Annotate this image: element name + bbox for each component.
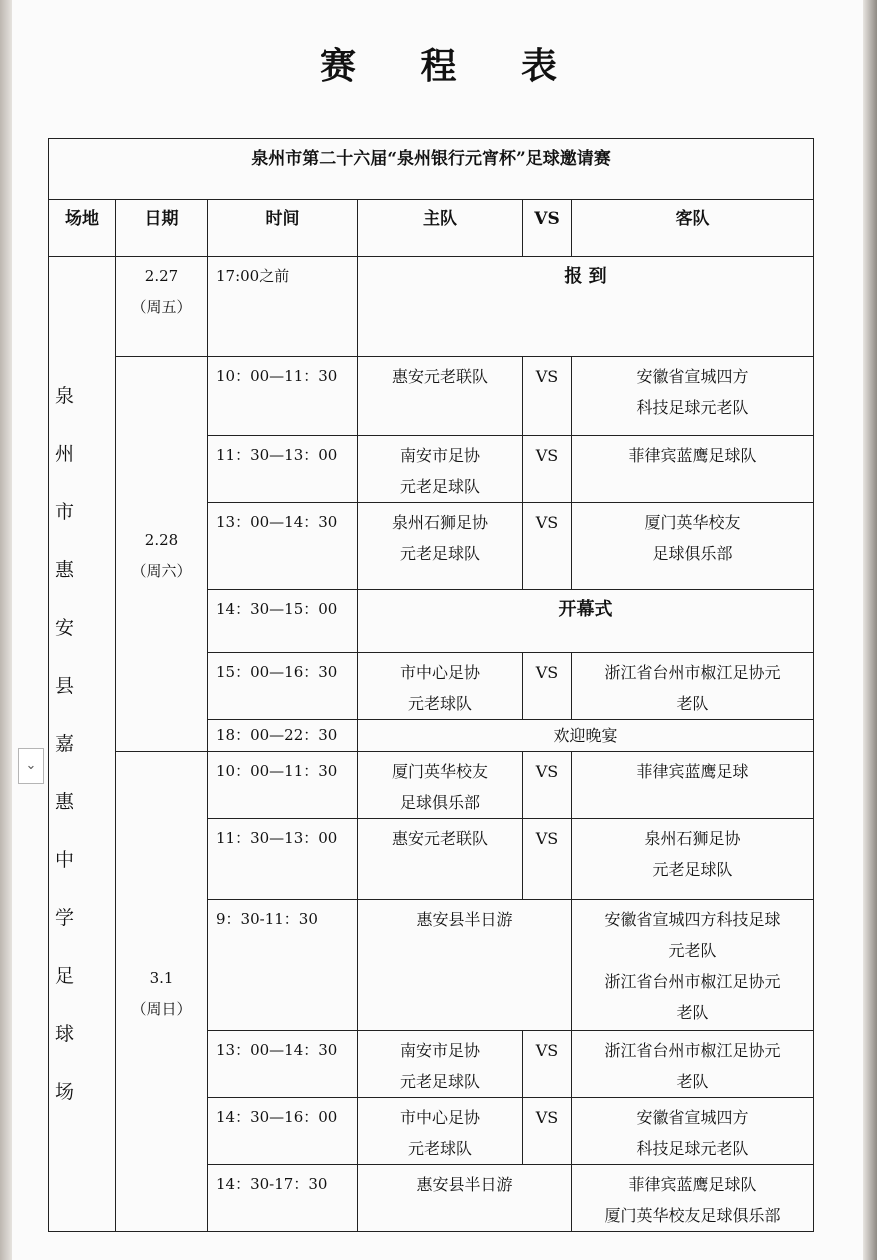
vs-cell: VS <box>523 1098 572 1165</box>
time-cell: 14：30-17：30 <box>208 1165 358 1232</box>
time-cell: 9：30-11：30 <box>208 900 358 1031</box>
time-cell: 13：00—14：30 <box>208 503 358 590</box>
time-cell: 15：00—16：30 <box>208 653 358 720</box>
event-cell: 报 到 <box>358 257 814 357</box>
background-edge-right <box>863 0 877 1260</box>
table-row <box>49 357 814 436</box>
header-time: 时间 <box>208 200 358 257</box>
home-team: 南安市足协 元老足球队 <box>358 436 523 503</box>
date-cell <box>116 257 208 357</box>
away-team: 菲律宾蓝鹰足球队 厦门英华校友足球俱乐部 <box>572 1165 814 1232</box>
vs-cell: VS <box>523 1031 572 1098</box>
header-vs: VS <box>523 200 572 257</box>
vs-cell: VS <box>523 357 572 436</box>
venue-text: 中学 <box>55 849 75 929</box>
home-team: 厦门英华校友 足球俱乐部 <box>358 752 523 819</box>
away-team: 安徽省宣城四方 科技足球元老队 <box>572 357 814 436</box>
vs-cell: VS <box>523 436 572 503</box>
home-team: 惠安元老联队 <box>358 819 523 900</box>
weekday: （周六） <box>131 562 192 580</box>
away-team: 浙江省台州市椒江足协元 老队 <box>572 1031 814 1098</box>
venue-text: 嘉惠 <box>55 733 75 813</box>
time-cell: 17:00之前 <box>208 257 358 357</box>
date-cell <box>116 752 208 1232</box>
venue-text: 场 <box>55 1081 75 1103</box>
vs-cell: VS <box>523 503 572 590</box>
away-team: 厦门英华校友 足球俱乐部 <box>572 503 814 590</box>
venue-text: 泉州 <box>55 385 75 465</box>
away-team: 浙江省台州市椒江足协元 老队 <box>572 653 814 720</box>
home-team: 惠安元老联队 <box>358 357 523 436</box>
header-home: 主队 <box>358 200 523 257</box>
home-team: 市中心足协 元老球队 <box>358 653 523 720</box>
activity-cell: 惠安县半日游 <box>358 900 572 1031</box>
away-team: 菲律宾蓝鹰足球队 <box>572 436 814 503</box>
home-team: 市中心足协 元老球队 <box>358 1098 523 1165</box>
chevron-down-icon[interactable]: ⌄ <box>18 748 44 784</box>
time-cell: 10：00—11：30 <box>208 752 358 819</box>
home-team: 南安市足协 元老足球队 <box>358 1031 523 1098</box>
vs-cell: VS <box>523 752 572 819</box>
time-cell: 11：30—13：00 <box>208 436 358 503</box>
date-value: 2.27 <box>144 267 179 285</box>
table-header-row <box>49 200 814 257</box>
date-value: 2.28 <box>144 531 179 549</box>
header-away: 客队 <box>572 200 814 257</box>
time-cell: 18：00—22：30 <box>208 720 358 752</box>
time-cell: 14：30—15：00 <box>208 590 358 653</box>
header-date: 日期 <box>116 200 208 257</box>
event-cell: 欢迎晚宴 <box>358 720 814 752</box>
time-cell: 10：00—11：30 <box>208 357 358 436</box>
venue-text: 市惠 <box>55 501 75 581</box>
weekday: （周五） <box>131 298 192 316</box>
vs-cell: VS <box>523 653 572 720</box>
weekday: （周日） <box>131 999 192 1018</box>
away-team: 菲律宾蓝鹰足球 <box>572 752 814 819</box>
activity-cell: 惠安县半日游 <box>358 1165 572 1232</box>
time-cell: 13：00—14：30 <box>208 1031 358 1098</box>
venue-cell <box>49 257 116 1232</box>
table-caption: 泉州市第二十六届“泉州银行元宵杯”足球邀请赛 <box>49 139 814 200</box>
time-cell: 14：30—16：00 <box>208 1098 358 1165</box>
away-team: 安徽省宣城四方 科技足球元老队 <box>572 1098 814 1165</box>
table-row <box>49 257 814 357</box>
date-value: 3.1 <box>149 968 174 987</box>
away-team: 安徽省宣城四方科技足球 元老队 浙江省台州市椒江足协元 老队 <box>572 900 814 1031</box>
home-team: 泉州石狮足协 元老足球队 <box>358 503 523 590</box>
schedule-table <box>48 138 814 1232</box>
venue-text: 安县 <box>55 617 75 697</box>
page-title: 赛 程 表 <box>319 45 584 87</box>
date-cell <box>116 357 208 752</box>
table-row <box>49 752 814 819</box>
header-venue: 场地 <box>49 200 116 257</box>
venue-text: 足球 <box>55 965 75 1045</box>
time-cell: 11：30—13：00 <box>208 819 358 900</box>
away-team: 泉州石狮足协 元老足球队 <box>572 819 814 900</box>
background-edge-left <box>0 0 12 1260</box>
vs-cell: VS <box>523 819 572 900</box>
event-cell: 开幕式 <box>358 590 814 653</box>
